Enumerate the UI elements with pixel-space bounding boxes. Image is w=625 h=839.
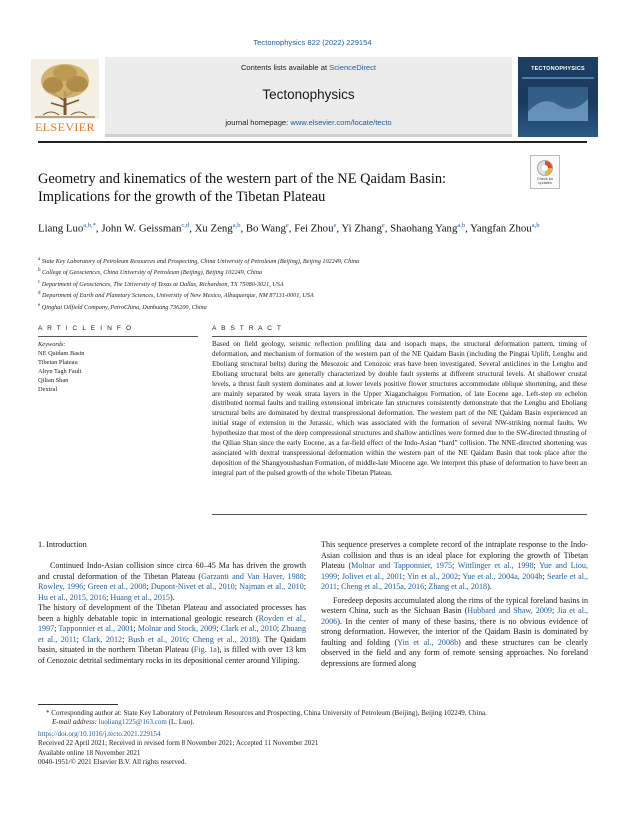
author-name[interactable]: Shaohang Yang (390, 222, 458, 235)
citation-link[interactable]: Fig. 1a (193, 645, 217, 655)
copyright-line: 0040-1951/© 2021 Elsevier B.V. All rights reserved. (38, 758, 187, 767)
footnotes-block (38, 709, 588, 767)
author-name[interactable]: Xu Zeng (194, 222, 233, 235)
citation-link[interactable]: Bush et al., 2016 (127, 634, 187, 644)
affiliation-mark: e (38, 302, 41, 308)
check-updates-icon (531, 158, 559, 178)
keywords-block (38, 341, 198, 394)
section-heading-introduction: 1. Introduction (38, 540, 87, 549)
footnote-rule (38, 704, 118, 705)
journal-masthead (29, 57, 598, 137)
abstract-rule (212, 336, 587, 337)
available-online: Available online 18 November 2021 (38, 748, 141, 757)
citation-link[interactable]: Dupont-Nivet et al., 2010 (150, 582, 235, 592)
affiliation-text: Qinghai Oilfield Company, PetroChina, Dunhuang 736200, China (40, 303, 207, 311)
affiliation-mark: d (38, 291, 41, 297)
intro-paragraph-1: Continued Indo-Asian collision since circa 60–45 Ma has driven the growth and crustal deformation of the Tibetan Plateau (Garzanti and Van Haver, 1988; Rowley, 1996; Green et al., 2008; Dupont-Nivet et al., 2010; Najman et al., 2010; Hu et al., 2015, 2016; Huang et al., 2015). (38, 561, 306, 602)
contents-line (105, 63, 512, 72)
sciencedirect-link[interactable]: ScienceDirect (329, 63, 377, 72)
citation-link[interactable]: Royden et al., 1997 (38, 613, 306, 634)
intro-paragraph-4: Foredeep deposits accumulated along the rims of the typical foreland basins in western China, such as the Sichuan Basin (Hubbard and Shaw, 2009; Jia et al., 2006). In the center of many of these basins, there is no obvious evidence of strong deformation. However, the interior of the Qaidam Basin is dominated by faulting and folding (Yin et al., 2008b) and these structures can be clearly observed in the field and any form of remote sensing approaches. No foreland depressions are formed along (321, 595, 588, 669)
author-affiliation-marks[interactable]: a,b (232, 222, 241, 229)
affiliation-text: State Key Laboratory of Petroleum Resources and Prospecting, China University of Petroleum (Beijing), Beijing 102249, China (40, 258, 360, 266)
email-line (38, 718, 588, 727)
check-for-updates-badge[interactable] (530, 155, 560, 189)
citation-link[interactable]: Garzanti and Van Haver, 1988 (201, 571, 304, 581)
citation-link[interactable]: Yin et al., 2002 (407, 571, 458, 581)
citation-link[interactable]: Cheng et al., 2018 (192, 634, 257, 644)
homepage-prefix: journal homepage: (225, 118, 291, 127)
author-name[interactable]: Yangfan Zhou (470, 222, 532, 235)
affiliation-text: Department of Geosciences, The University of Texas at Dallas, Richardson, TX 75080-3021, USA (40, 281, 284, 288)
journal-cover-thumbnail[interactable] (518, 57, 598, 137)
article-info-heading: A R T I C L E I N F O (38, 325, 133, 332)
elsevier-wordmark: ELSEVIER (35, 120, 95, 134)
affiliation-item (38, 278, 578, 289)
affiliation-mark: b (38, 268, 41, 274)
article-title: Geometry and kinematics of the western part of the NE Qaidam Basin: Implications for the growth of the Tibetan Plateau (38, 171, 447, 205)
intro-paragraph-3: This sequence preserves a complete record of the intraplate response to the Indo-Asian collision and thus is an ideal place for exploring the growth of Tibetan Plateau (Molnar and Tapponnier, 1975; Wittlinger et al., 1998; Yue and Liou, 1999; Jolivet et al., 2001; Yin et al., 2002; Yue et al., 2004a, 2004b; Searle et al., 2011; Cheng et al., 2015a, 2016; Zhang et al., 2018). (321, 540, 588, 592)
keywords-label: Keywords: (38, 341, 66, 348)
email-link[interactable]: luoliang1225@163.com (98, 718, 167, 727)
citation-link[interactable]: Clark et al., 2010 (220, 624, 277, 634)
abstract-bottom-rule (212, 514, 587, 515)
email-suffix: (L. Luo). (166, 718, 195, 727)
citation-link[interactable]: Yue and Liou, 1999 (321, 561, 588, 581)
masthead-info-box (105, 57, 512, 137)
corresponding-author-note: * Corresponding author at: State Key Laboratory of Petroleum Resources and Prospecting, China University of Petroleum (Beijing), Beijing 102249, China. (46, 709, 487, 717)
affiliation-list (38, 255, 578, 312)
author-affiliation-marks[interactable]: e (333, 222, 337, 229)
body-column-left (38, 561, 306, 666)
journal-name: Tectonophysics (262, 87, 355, 102)
author-affiliation-marks[interactable]: a,b (457, 222, 466, 229)
author-name[interactable]: John W. Geissman (101, 222, 182, 235)
elsevier-logo (29, 57, 101, 137)
body-column-right (321, 540, 588, 670)
journal-reference[interactable]: Tectonophysics 822 (2022) 229154 (253, 38, 372, 47)
citation-link[interactable]: Jia et al., 2006 (321, 606, 588, 626)
intro-paragraph-2: The history of development of the Tibetan Plateau and associated processes has been a highly debatable topic in international geologic research (Royden et al., 1997; Tapponnier et al., 2001; Molnar and Stock, 2009; Clark et al., 2010; Zhuang et al., 2011; Clark, 2012; Bush et al., 2016; Cheng et al., 2018). The Qaidam basin, situated in the northern Tibetan Plateau (Fig. 1a), is filled with over 13 km of Cenozoic detrital sedimentary rocks in its depositional center around Yiliping. (38, 603, 307, 665)
author-affiliation-marks[interactable]: c,d (181, 222, 190, 229)
affiliation-mark: a (38, 257, 41, 262)
citation-link[interactable]: Tapponnier et al., 2001 (58, 624, 134, 634)
citation-link[interactable]: Huang et al., 2015 (110, 592, 170, 602)
citation-link[interactable]: Molnar and Tapponnier, 1975 (351, 561, 453, 571)
masthead-divider (38, 141, 587, 143)
citation-link[interactable]: Zhang et al., 2018 (428, 582, 488, 592)
author-name[interactable]: Yi Zhang (341, 222, 382, 235)
author-name[interactable]: Fei Zhou (294, 222, 334, 235)
author-affiliation-marks[interactable]: a,b,* (83, 222, 96, 229)
contents-prefix: Contents lists available at (240, 63, 330, 72)
citation-link[interactable]: Wittlinger et al., 1998 (457, 561, 534, 571)
doi-link[interactable]: https://doi.org/10.1016/j.tecto.2021.229154 (38, 729, 161, 738)
email-label: E-mail address: (52, 718, 99, 727)
keyword-item: Dextral (38, 385, 58, 393)
abstract-text: Based on field geology, seismic reflection profiling data and isopach maps, the structural deformation pattern, timing of deformation, and mechanism of formation of the western part of the NE Qaidam Basin (including the Pingtai Uplift, Lenghu and Eboliang structural belts) during the Mesozoic and Cenozoic eras have been investigated. Several anticlines in the Lenghu and Eboliang structural belts are generally characterized by double fault systems at different structural levels. At shallower crustal levels, a thrust fault system dominates and at lower levels positive flower structures accommodate oblique shortening, and these are mainly separated by weak strata layers in the Upper Xiaganchaigou Formation, of late Eocene age. Left-step en echelon distributed normal faults and trailing extensional imbricate fan structures consistently demonstrate that the Lenghu and Eboliang structural belts are dominated by dextral transpressional deformation. The western part of the NE Qaidam Basin experienced an initial stage of extension in the Jurassic, which was associated with the formation of several NW-striking normal faults. We hypothesize that most of the deep compressional structures and shallow anticlines were formed due to the SW-directed thrusting of the Qilian Shan since the early Eocene, as a far-field effect of the Indo-Asian “hard” collision. The NNE-directed shortening was associated with dextral transpressional deformation within the western part of the NE Qaidam Basin that took place after the deposition of the Shangyoushashan Formation, of middle-late Miocene age. We interpret this phase of deformation to have been an integral part of the pulsed growth of the whole Tibetan Plateau. (212, 340, 587, 477)
received-dates: Received 22 April 2021; Received in revised form 8 November 2021; Accepted 11 November 2021 (38, 739, 319, 748)
citation-link[interactable]: Zhuang et al., 2011 (38, 624, 307, 644)
check-updates-label: Check for updates (536, 177, 554, 186)
author-name[interactable]: Liang Luo (38, 222, 84, 235)
citation-link[interactable]: Hu et al., 2015, 2016 (38, 592, 107, 602)
citation-link[interactable]: Rowley, 1996 (38, 582, 84, 592)
citation-link[interactable]: Molnar and Stock, 2009 (137, 624, 217, 634)
author-affiliation-marks[interactable]: e (285, 222, 289, 229)
cover-image-icon (518, 57, 598, 137)
affiliation-item (38, 255, 578, 266)
abstract-heading: A B S T R A C T (212, 325, 283, 332)
citation-link[interactable]: Cheng et al., 2015a, 2016 (341, 582, 425, 592)
author-affiliation-marks[interactable]: e (381, 222, 385, 229)
author-affiliation-marks[interactable]: a,b (531, 222, 540, 229)
affiliation-item (38, 289, 578, 300)
keyword-list (38, 350, 198, 395)
citation-link[interactable]: Najman et al., 2010 (239, 582, 304, 592)
affiliation-mark: c (38, 279, 41, 285)
homepage-link[interactable]: www.elsevier.com/locate/tecto (290, 118, 392, 127)
citation-link[interactable]: Jolivet et al., 2001 (341, 571, 403, 581)
citation-link[interactable]: Yin et al., 2008b (397, 637, 459, 647)
citation-link[interactable]: Green et al., 2008 (87, 582, 147, 592)
citation-link[interactable]: Clark, 2012 (82, 634, 123, 644)
keyword-item: Tibetan Plateau (38, 358, 78, 366)
keyword-item: NE Qaidam Basin (38, 349, 85, 357)
citation-link[interactable]: Yue et al., 2004a, 2004b (462, 571, 543, 581)
affiliation-item (38, 266, 578, 277)
affiliation-text: College of Geosciences, China University of Petroleum (Beijing), Beijing 102249, China (40, 269, 262, 277)
keyword-item: Qilian Shan (38, 376, 69, 384)
citation-link[interactable]: Searle et al., 2011 (321, 571, 588, 592)
author-list: Liang Luo$^{a,b,*}$, John W. Geissman$^{c,d}$, Xu Zeng$^{a,b}$, Bo Wang$^e$, Fei Zhou$^e$, Yi Zhang$^e$, Shaohang Yang$^{a,b}$, Yangfan Zhou$^{a,b}$ (38, 222, 540, 235)
affiliation-item (38, 301, 578, 312)
homepage-line (105, 118, 512, 127)
author-name[interactable]: Bo Wang (245, 222, 286, 235)
citation-link[interactable]: Hubbard and Shaw, 2009 (467, 606, 552, 616)
cover-title: TECTONOPHYSICS (531, 66, 585, 72)
article-info-rule (38, 336, 198, 337)
affiliation-text: Department of Earth and Planetary Sciences, University of New Mexico, Albuquerque, NM 87131-0001, USA (40, 292, 314, 300)
keyword-item: Altyn Tagh Fault (38, 367, 82, 375)
